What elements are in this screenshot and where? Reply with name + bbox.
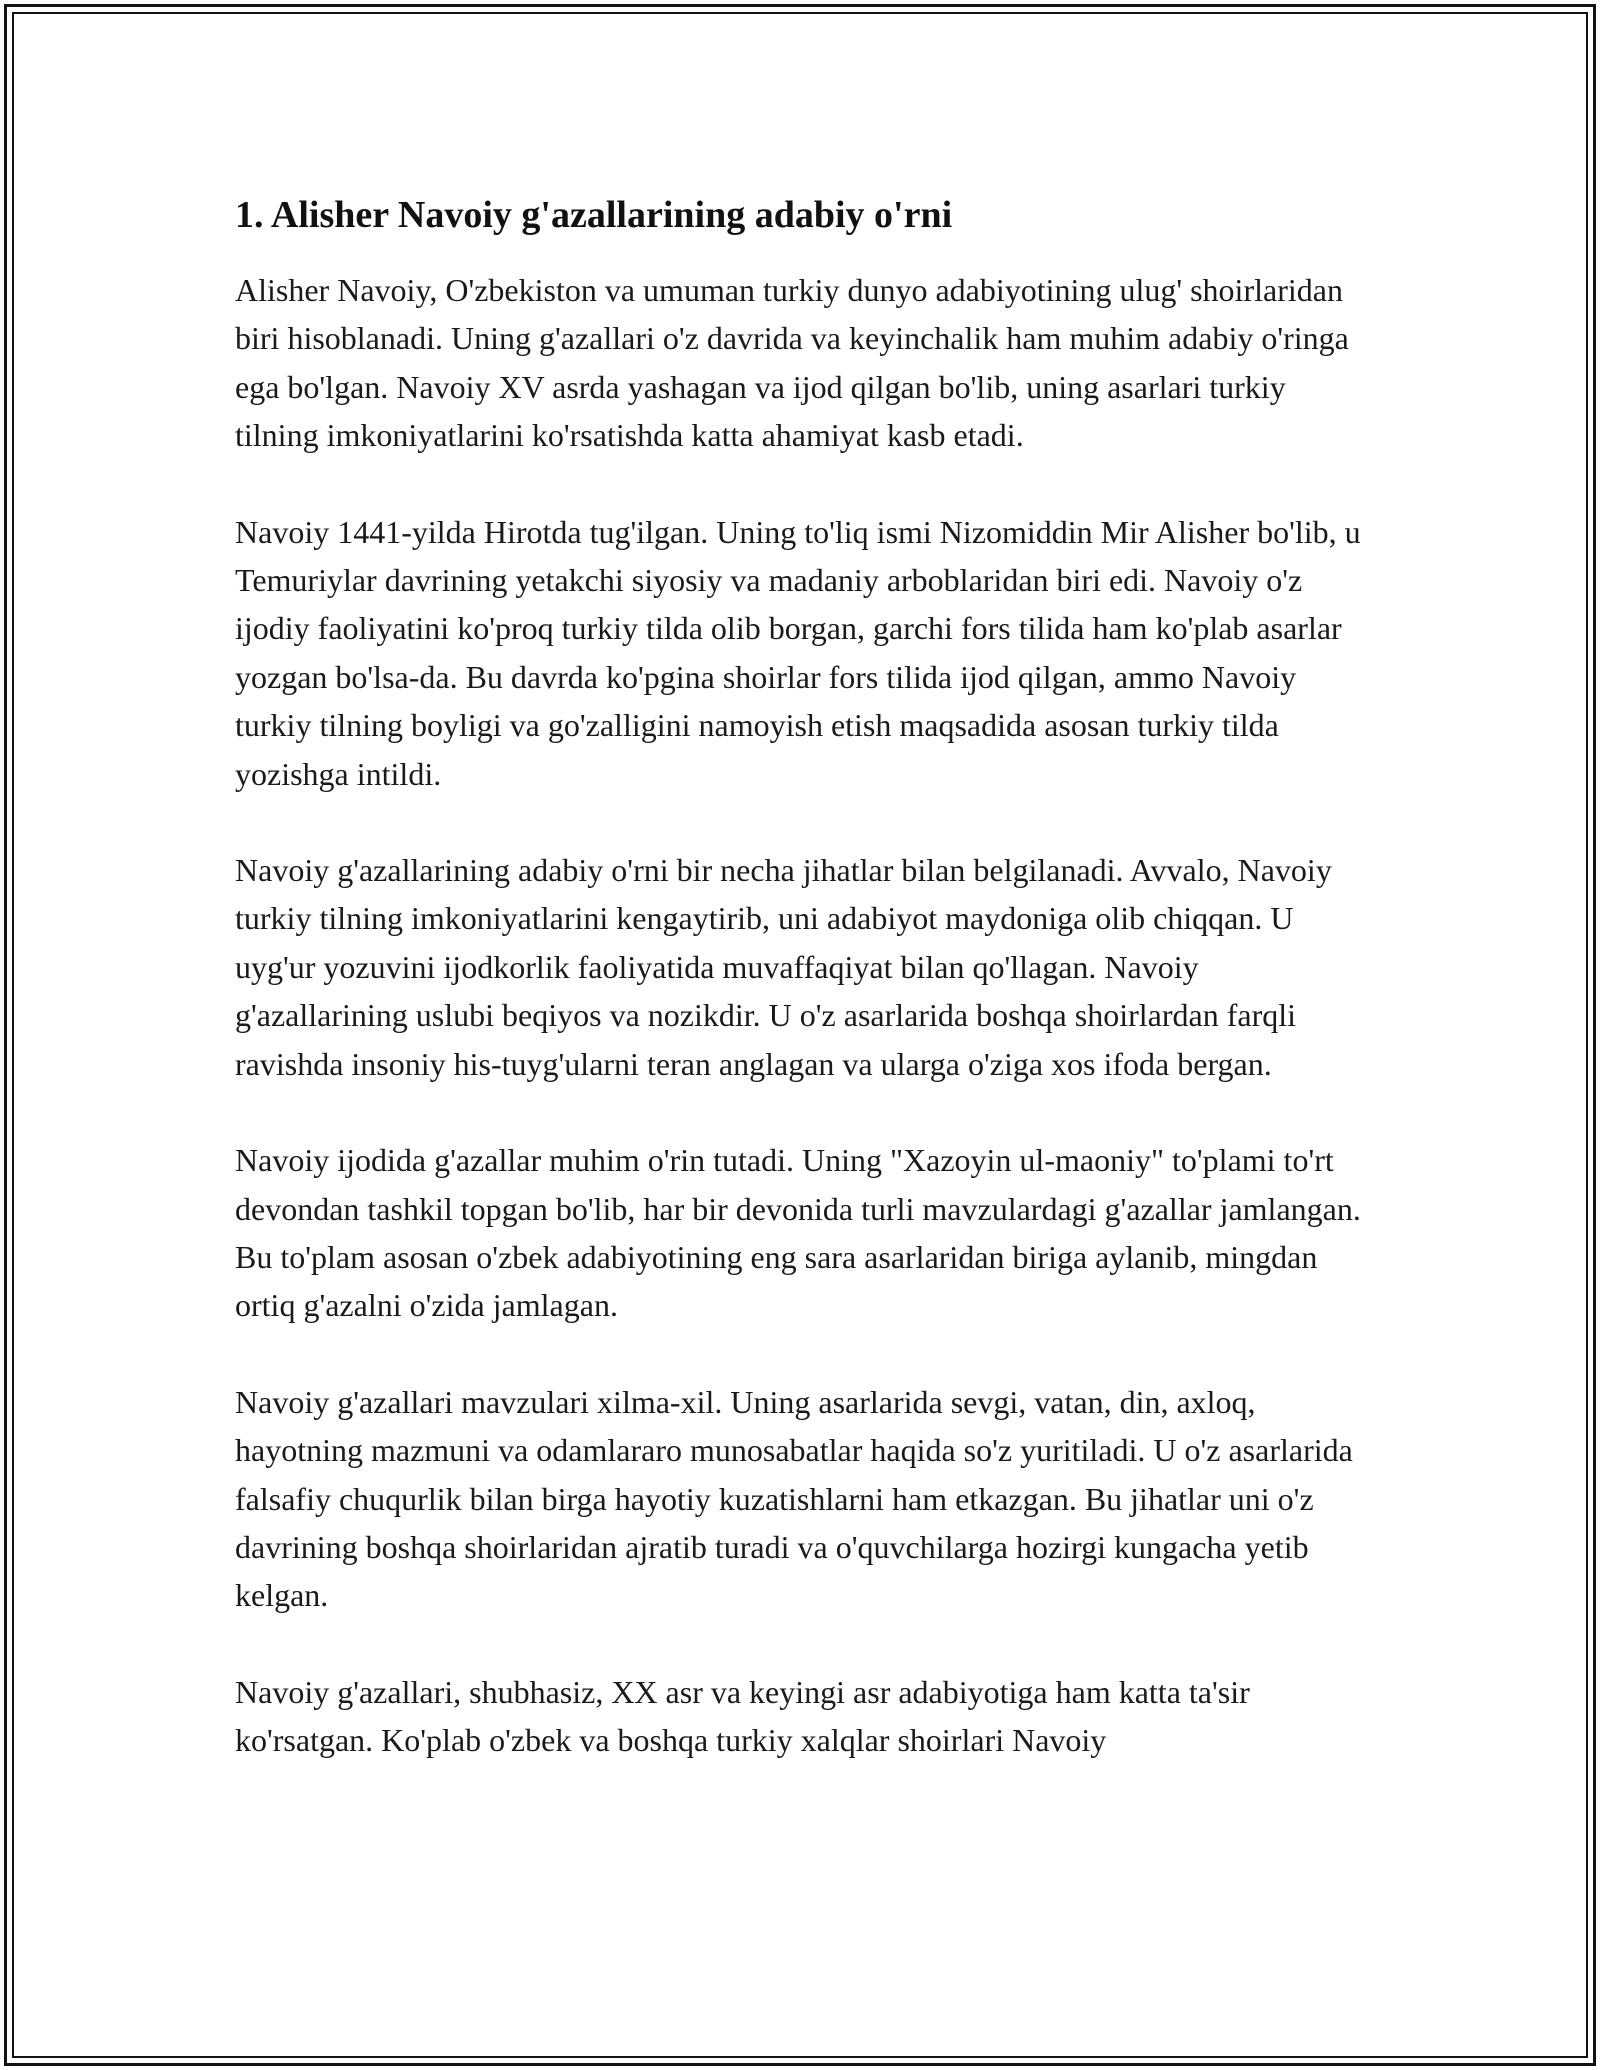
document-body [235, 188, 1370, 1813]
paragraph-3: Navoiy g'azallarining adabiy o'rni bir necha jihatlar bilan belgilanadi. Avvalo, Navoiy turkiy tilning imkoniyatlarini kengaytirib, uni adabiyot maydoniga olib chiqqan. U uyg'ur yozuvini ijodkorlik faoliyatida muvaffaqiyat bilan qo'llagan. Navoiy g'azallarining uslubi beqiyos va nozikdir. U o'z asarlarida boshqa shoirlardan farqli ravishda insoniy his-tuyg'ularni teran anglagan va ularga o'ziga xos ifoda bergan. [235, 852, 1332, 1082]
paragraph-2: Navoiy 1441-yilda Hirotda tug'ilgan. Uning to'liq ismi Nizomiddin Mir Alisher bo'lib, u Temuriylar davrining yetakchi siyosiy va madaniy arboblaridan biri edi. Navoiy o'z ijodiy faoliyatini ko'proq turkiy tilda olib borgan, garchi fors tilida ham ko'plab asarlar yozgan bo'lsa-da. Bu davrda ko'pgina shoirlar fors tilida ijod qilgan, ammo Navoiy turkiy tilning boyligi va go'zalligini namoyish etish maqsadida asosan turkiy tilda yozishga intildi. [235, 513, 1361, 792]
paragraph-6: Navoiy g'azallari, shubhasiz, XX asr va keyingi asr adabiyotiga ham katta ta'sir ko'rsatgan. Ko'plab o'zbek va boshqa turkiy xalqlar shoirlari Navoiy [235, 1673, 1250, 1759]
paragraph-4: Navoiy ijodida g'azallar muhim o'rin tutadi. Uning "Xazoyin ul-maoniy" to'plami to'rt devondan tashkil topgan bo'lib, har bir devonida turli mavzulardagi g'azallar jamlangan. Bu to'plam asosan o'zbek adabiyotining eng sara asarlaridan biriga aylanib, mingdan ortiq g'azalni o'zida jamlagan. [235, 1142, 1361, 1324]
paragraph-1: Alisher Navoiy, O'zbekiston va umuman turkiy dunyo adabiyotining ulug' shoirlaridan biri hisoblanadi. Uning g'azallari o'z davrida va keyinchalik ham muhim adabiy o'ringa ega bo'lgan. Navoiy XV asrda yashagan va ijod qilgan bo'lib, uning asarlari turkiy tilning imkoniyatlarini ko'rsatishda katta ahamiyat kasb etadi. [235, 272, 1349, 454]
paragraph-5: Navoiy g'azallari mavzulari xilma-xil. Uning asarlarida sevgi, vatan, din, axloq, hayotning mazmuni va odamlararo munosabatlar haqida so'z yuritiladi. U o'z asarlarida falsafiy chuqurlik bilan birga hayotiy kuzatishlarni ham etkazgan. Bu jihatlar uni o'z davrining boshqa shoirlaridan ajratib turadi va o'quvchilarga hozirgi kungacha yetib kelgan. [235, 1383, 1353, 1614]
section-heading: 1. Alisher Navoiy g'azallarining adabiy o'rni [235, 194, 953, 236]
